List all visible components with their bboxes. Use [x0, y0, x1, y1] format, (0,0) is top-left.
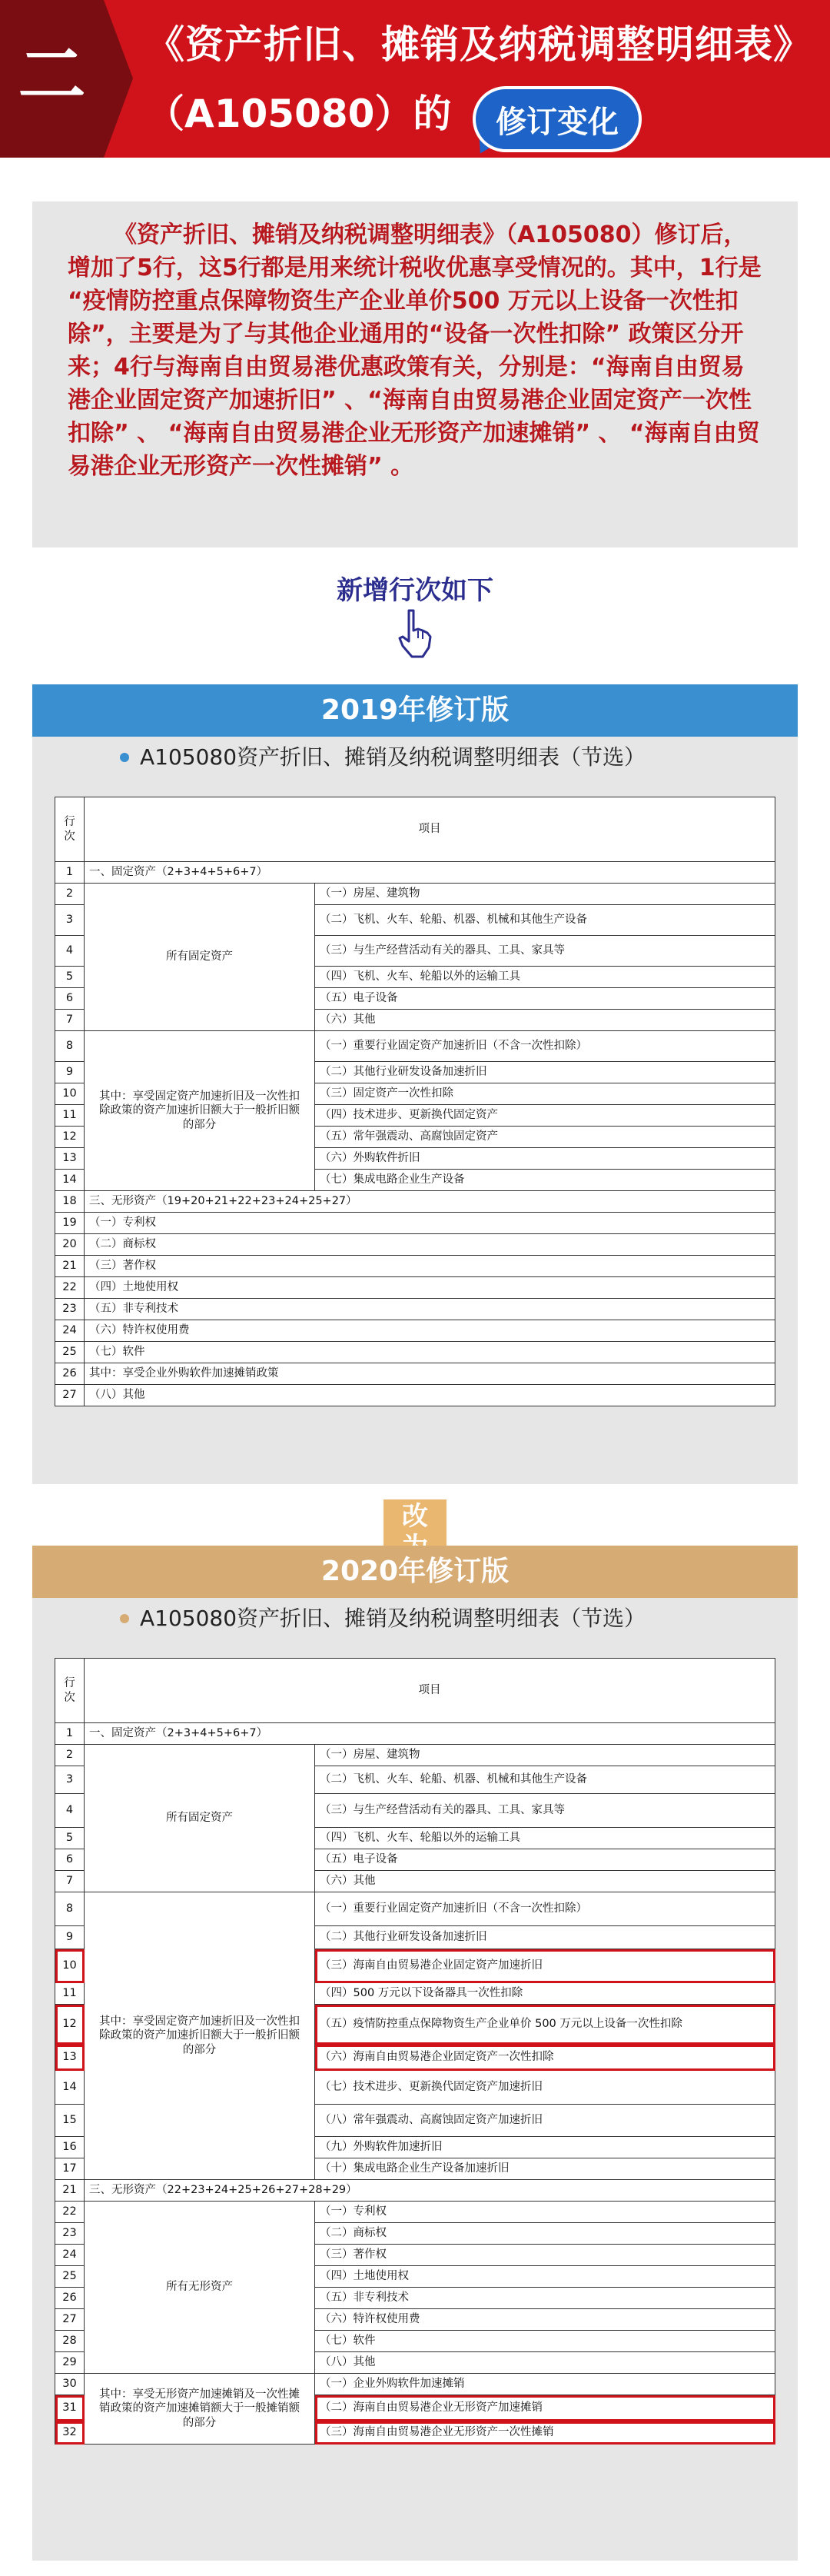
table-row [55, 2180, 775, 2202]
intro-text: 《资产折旧、摊销及纳税调整明细表》（A105080）修订后，增加了5行，这5行都是用来统计税收优惠享受情况的。其中，1行是 “疫情防控重点保障物资生产企业单价500 万元以上设备一次性扣除”，主要是为了与其他企业通用的“设备一次性扣除” 政策区分开来；4行与海南自由贸易港优惠政策有关，分别是：“海南自由贸易港企业固定资产加速折旧” 、“海南自由贸易港企业固定资产一次性扣除” 、 “海南自由贸易港企业无形资产加速摊销” 、 “海南自由贸易港企业无形资产一次性摊销” 。 [68, 221, 762, 480]
row-item: （二）商标权 [85, 1234, 775, 1256]
row-number: 1 [55, 1723, 85, 1745]
row-item: 一、固定资产（2+3+4+5+6+7） [85, 1723, 775, 1745]
row-number: 29 [55, 2352, 85, 2374]
panel-2020-subtitle-text: A105080资产折旧、摊销及纳税调整明细表（节选） [140, 1606, 646, 1631]
arrow-label-1: 改 [402, 1501, 428, 1532]
row-number: 23 [55, 1299, 85, 1320]
row-subitem: （三）与生产经营活动有关的器具、工具、家具等 [315, 1794, 775, 1828]
title-line-2: （A105080）的 [146, 92, 452, 136]
row-subitem: （三）海南自由贸易港企业无形资产一次性摊销 [315, 2421, 775, 2445]
row-subitem: （五）电子设备 [315, 1849, 775, 1871]
row-number: 10 [55, 1083, 85, 1105]
row-number: 12 [55, 1127, 85, 1148]
row-number: 31 [55, 2395, 85, 2421]
header-item: 项目 [85, 797, 775, 862]
table-row [55, 1363, 775, 1385]
row-number: 24 [55, 1320, 85, 1342]
row-subitem: （八）常年强震动、高腐蚀固定资产加速折旧 [315, 2105, 775, 2137]
row-subitem: （七）技术进步、更新换代固定资产加速折旧 [315, 2071, 775, 2105]
row-subitem: （一）房屋、建筑物 [315, 884, 775, 905]
row-number: 6 [55, 988, 85, 1010]
row-number: 26 [55, 2288, 85, 2309]
table-row [55, 1277, 775, 1299]
row-number: 4 [55, 1794, 85, 1828]
header-item: 项目 [85, 1659, 775, 1723]
table-header-row [55, 797, 775, 862]
intro-box [32, 201, 798, 547]
row-number: 12 [55, 2005, 85, 2045]
row-subitem: （六）外购软件折旧 [315, 1148, 775, 1170]
row-number: 22 [55, 2202, 85, 2223]
bullet-dot-icon [120, 753, 129, 762]
row-subitem: （一）重要行业固定资产加速折旧（不含一次性扣除） [315, 1031, 775, 1062]
row-subitem: （四）飞机、火车、轮船以外的运输工具 [315, 967, 775, 988]
row-number: 8 [55, 1031, 85, 1062]
row-subitem: （七）集成电路企业生产设备 [315, 1170, 775, 1191]
row-number: 21 [55, 2180, 85, 2202]
row-number: 18 [55, 1191, 85, 1213]
row-number: 3 [55, 1766, 85, 1794]
row-subitem: （五）电子设备 [315, 988, 775, 1010]
row-item: （一）专利权 [85, 1213, 775, 1234]
row-subitem: （四）技术进步、更新换代固定资产 [315, 1105, 775, 1127]
row-number: 25 [55, 2266, 85, 2288]
row-group-label: 所有无形资产 [85, 2202, 315, 2374]
row-number: 19 [55, 1213, 85, 1234]
row-number: 14 [55, 2071, 85, 2105]
row-number: 27 [55, 1385, 85, 1406]
title-banner [0, 0, 830, 158]
row-number: 1 [55, 862, 85, 884]
panel-2019-subtitle [32, 737, 798, 778]
table-2020 [55, 1658, 775, 2445]
row-group-label: 其中：享受固定资产加速折旧及一次性扣除政策的资产加速折旧额大于一般折旧额的部分 [85, 1892, 315, 2180]
row-item: 三、无形资产（22+23+24+25+26+27+28+29） [85, 2180, 775, 2202]
table-row [55, 1234, 775, 1256]
row-subitem: （九）外购软件加速折旧 [315, 2137, 775, 2158]
table-row [55, 862, 775, 884]
row-number: 3 [55, 905, 85, 936]
row-subitem: （六）其他 [315, 1010, 775, 1031]
row-group-label: 所有固定资产 [85, 1745, 315, 1892]
row-number: 2 [55, 884, 85, 905]
row-number: 10 [55, 1949, 85, 1983]
pointing-down-hand-icon [392, 607, 438, 661]
row-subitem: （一）专利权 [315, 2202, 775, 2223]
row-number: 22 [55, 1277, 85, 1299]
row-number: 5 [55, 967, 85, 988]
header-row-number: 行次 [55, 1659, 85, 1723]
row-subitem: （三）著作权 [315, 2245, 775, 2266]
row-number: 11 [55, 1983, 85, 2005]
table-row [55, 1256, 775, 1277]
row-number: 9 [55, 1926, 85, 1949]
row-subitem: （六）特许权使用费 [315, 2309, 775, 2331]
table-row [55, 1892, 775, 1926]
row-number: 16 [55, 2137, 85, 2158]
table-row [55, 1745, 775, 1766]
table-row [55, 1320, 775, 1342]
row-subitem: （五）非专利技术 [315, 2288, 775, 2309]
row-item: （三）著作权 [85, 1256, 775, 1277]
row-number: 14 [55, 1170, 85, 1191]
row-subitem: （二）飞机、火车、轮船、机器、机械和其他生产设备 [315, 1766, 775, 1794]
row-item: （四）土地使用权 [85, 1277, 775, 1299]
row-subitem: （五）疫情防控重点保障物资生产企业单价 500 万元以上设备一次性扣除 [315, 2005, 775, 2045]
row-subitem: （三）海南自由贸易港企业固定资产加速折旧 [315, 1949, 775, 1983]
row-number: 7 [55, 1871, 85, 1892]
row-subitem: （六）海南自由贸易港企业固定资产一次性扣除 [315, 2045, 775, 2071]
bullet-dot-icon [120, 1614, 129, 1623]
table-row [55, 1213, 775, 1234]
row-number: 4 [55, 936, 85, 967]
table-row [55, 1342, 775, 1363]
row-subitem: （四）500 万元以下设备器具一次性扣除 [315, 1983, 775, 2005]
row-item: 三、无形资产（19+20+21+22+23+24+25+27） [85, 1191, 775, 1213]
row-subitem: （四）土地使用权 [315, 2266, 775, 2288]
row-number: 17 [55, 2158, 85, 2180]
row-group-label: 其中：享受固定资产加速折旧及一次性扣除政策的资产加速折旧额大于一般折旧额的部分 [85, 1031, 315, 1191]
revision-badge: 修订变化 [473, 86, 642, 152]
panel-2020-subtitle [32, 1598, 798, 1639]
row-number: 8 [55, 1892, 85, 1926]
table-row [55, 884, 775, 905]
row-item: （六）特许权使用费 [85, 1320, 775, 1342]
row-subitem: （三）与生产经营活动有关的器具、工具、家具等 [315, 936, 775, 967]
row-subitem: （十）集成电路企业生产设备加速折旧 [315, 2158, 775, 2180]
row-subitem: （三）固定资产一次性扣除 [315, 1083, 775, 1105]
section-number: 二 [18, 35, 86, 115]
row-subitem: （一）房屋、建筑物 [315, 1745, 775, 1766]
row-subitem: （六）其他 [315, 1871, 775, 1892]
row-subitem: （八）其他 [315, 2352, 775, 2374]
row-number: 9 [55, 1062, 85, 1083]
row-number: 28 [55, 2331, 85, 2352]
table-row [55, 1191, 775, 1213]
table-header-row [55, 1659, 775, 1723]
row-subitem: （一）重要行业固定资产加速折旧（不含一次性扣除） [315, 1892, 775, 1926]
table-2019 [55, 797, 775, 1406]
row-subitem: （五）常年强震动、高腐蚀固定资产 [315, 1127, 775, 1148]
row-number: 7 [55, 1010, 85, 1031]
row-subitem: （二）海南自由贸易港企业无形资产加速摊销 [315, 2395, 775, 2421]
row-item: 一、固定资产（2+3+4+5+6+7） [85, 862, 775, 884]
row-subitem: （七）软件 [315, 2331, 775, 2352]
row-group-label: 其中：享受无形资产加速摊销及一次性摊销政策的资产加速摊销额大于一般摊销额的部分 [85, 2374, 315, 2445]
header-row-number: 行次 [55, 797, 85, 862]
row-subitem: （四）飞机、火车、轮船以外的运输工具 [315, 1828, 775, 1849]
row-number: 20 [55, 1234, 85, 1256]
table-row [55, 2374, 775, 2395]
panel-2019-subtitle-text: A105080资产折旧、摊销及纳税调整明细表（节选） [140, 744, 646, 770]
row-number: 15 [55, 2105, 85, 2137]
row-item: （五）非专利技术 [85, 1299, 775, 1320]
row-number: 32 [55, 2421, 85, 2445]
table-row [55, 1299, 775, 1320]
section-number-arrow [104, 0, 133, 158]
row-group-label: 所有固定资产 [85, 884, 315, 1031]
row-item: （七）软件 [85, 1342, 775, 1363]
row-item: 其中：享受企业外购软件加速摊销政策 [85, 1363, 775, 1385]
row-subitem: （二）飞机、火车、轮船、机器、机械和其他生产设备 [315, 905, 775, 936]
row-subitem: （二）其他行业研发设备加速折旧 [315, 1062, 775, 1083]
table-row [55, 1723, 775, 1745]
table-row [55, 1031, 775, 1062]
row-number: 23 [55, 2223, 85, 2245]
row-number: 13 [55, 1148, 85, 1170]
row-number: 5 [55, 1828, 85, 1849]
title-line-1: 《资产折旧、摊销及纳税调整明细表》 [146, 22, 812, 67]
table-row [55, 2202, 775, 2223]
new-rows-label: 新增行次如下 [337, 575, 493, 606]
row-number: 25 [55, 1342, 85, 1363]
row-number: 21 [55, 1256, 85, 1277]
row-number: 26 [55, 1363, 85, 1385]
row-number: 2 [55, 1745, 85, 1766]
row-subitem: （一）企业外购软件加速摊销 [315, 2374, 775, 2395]
row-number: 24 [55, 2245, 85, 2266]
row-number: 27 [55, 2309, 85, 2331]
row-number: 6 [55, 1849, 85, 1871]
row-number: 11 [55, 1105, 85, 1127]
panel-2019-title: 2019年修订版 [32, 684, 798, 737]
row-subitem: （二）其他行业研发设备加速折旧 [315, 1926, 775, 1949]
panel-2020-title: 2020年修订版 [32, 1546, 798, 1598]
row-subitem: （二）商标权 [315, 2223, 775, 2245]
row-item: （八）其他 [85, 1385, 775, 1406]
table-row [55, 1385, 775, 1406]
row-number: 13 [55, 2045, 85, 2071]
row-number: 30 [55, 2374, 85, 2395]
